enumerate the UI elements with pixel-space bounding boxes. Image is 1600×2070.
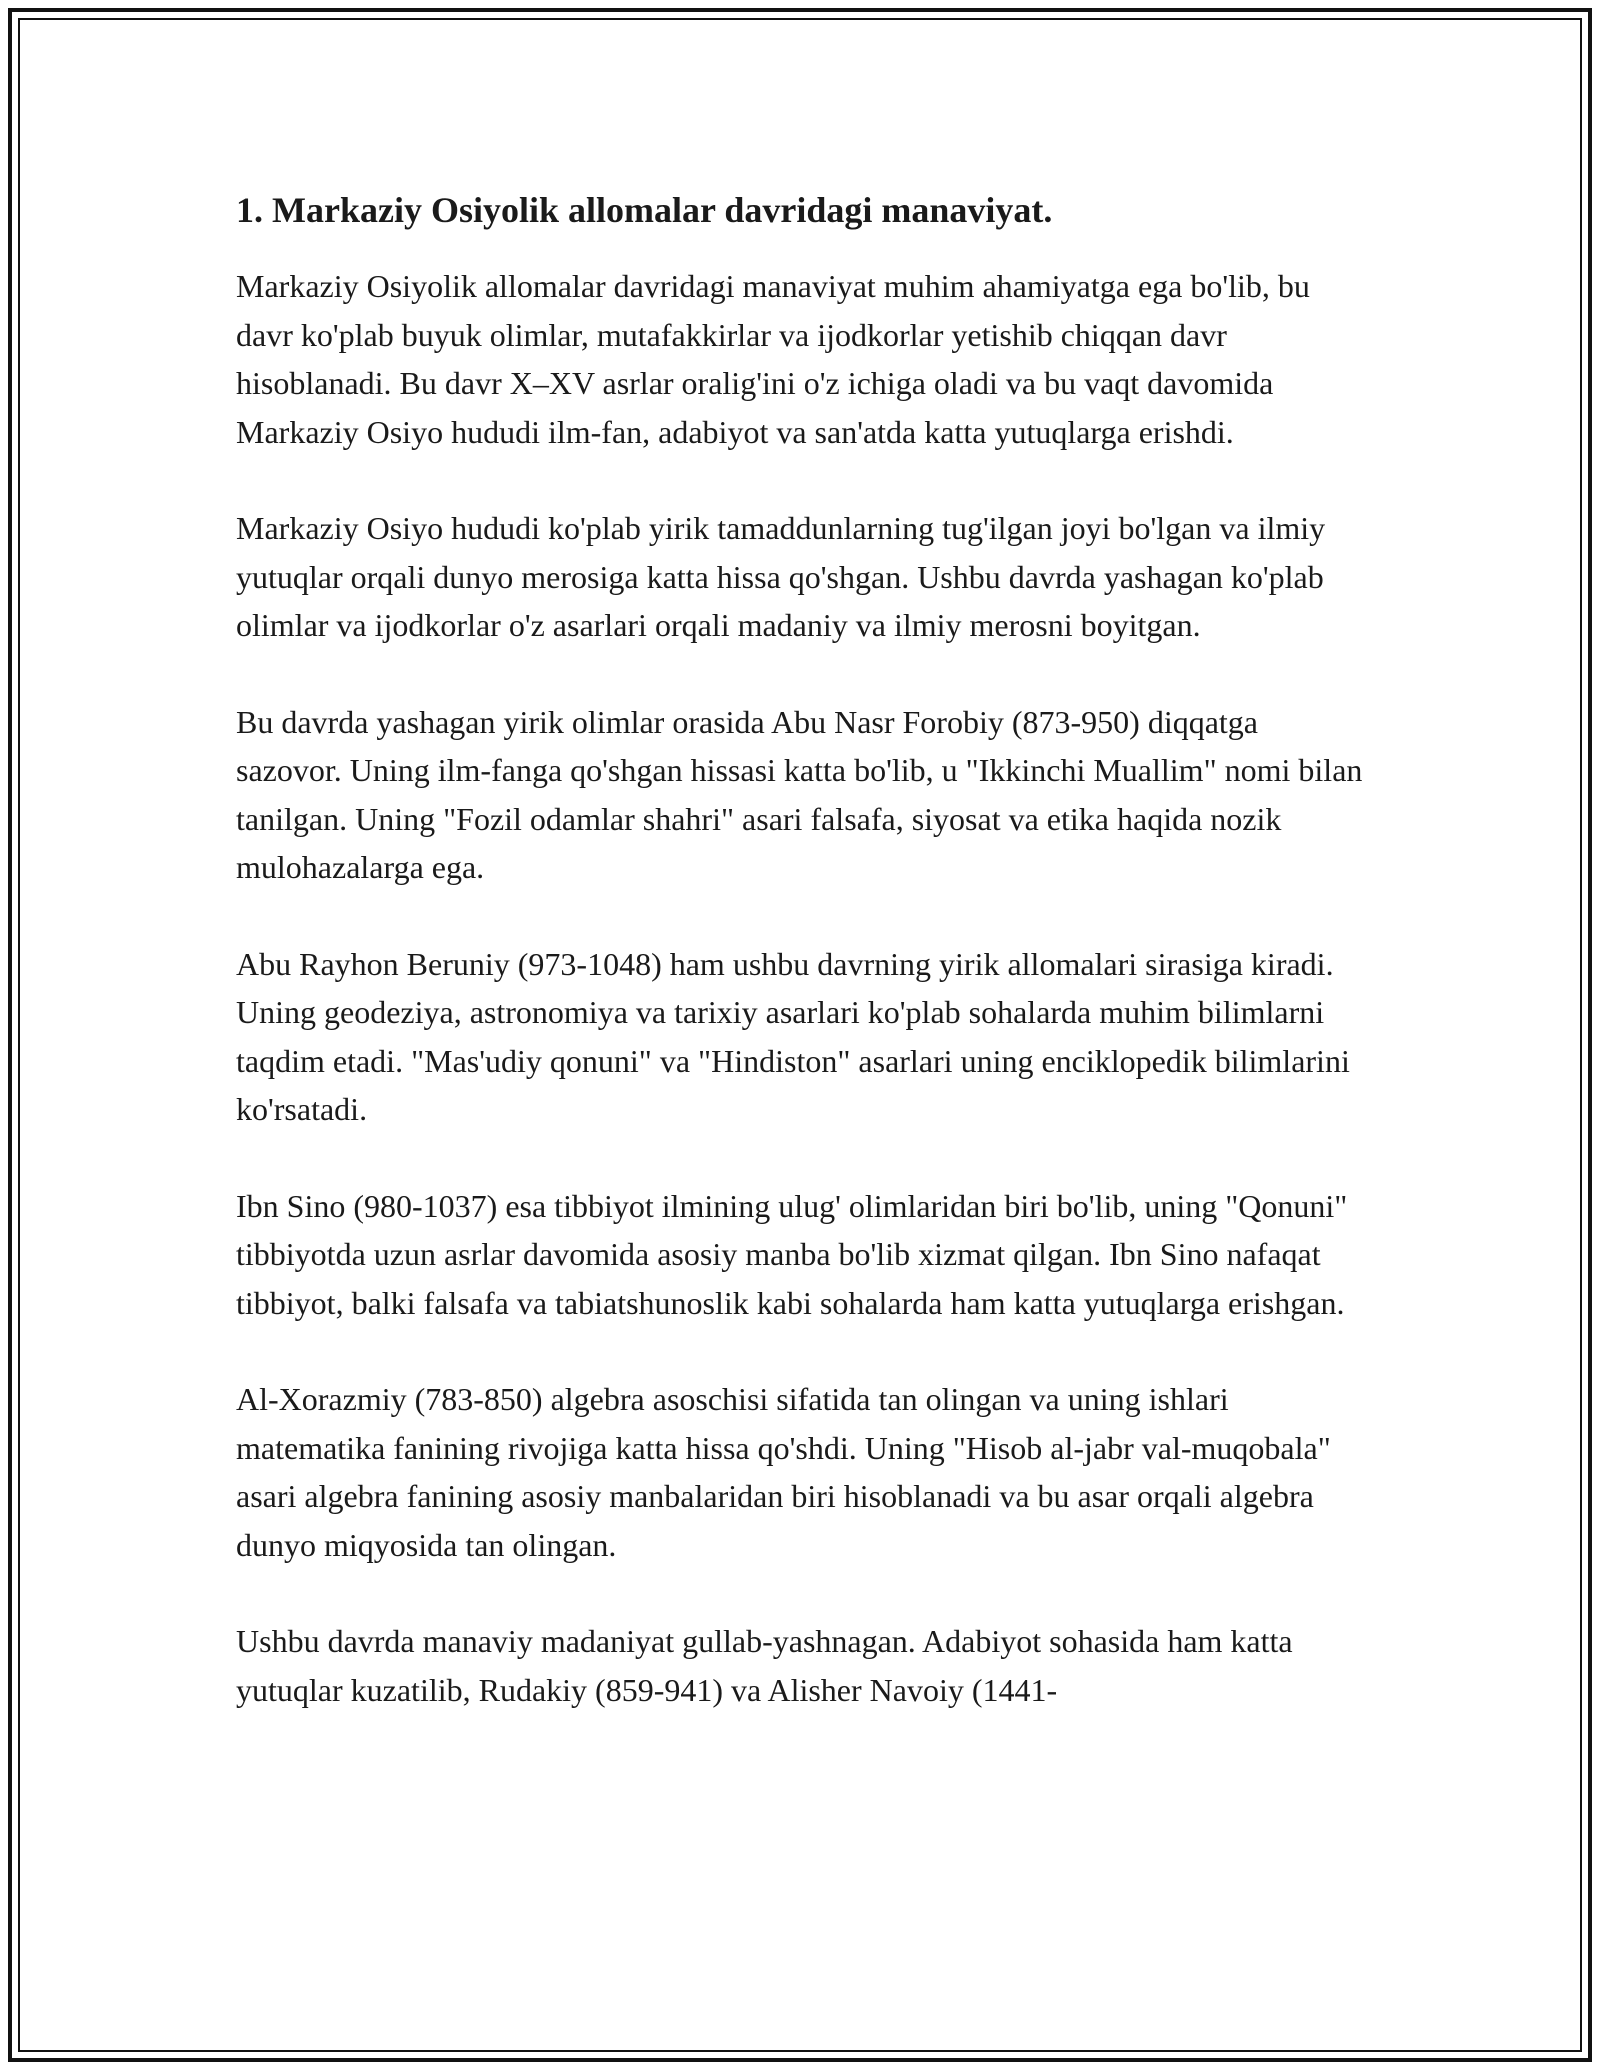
paragraph-khwarizmi: Al-Xorazmiy (783-850) algebra asoschisi sifatida tan olingan va uning ishlari matematika fanining rivojiga katta hissa qo'shdi. Uning "Hisob al-jabr val-muqobala" asari algebra fanining asosiy manbalaridan biri hisoblanadi va bu asar orqali algebra dunyo miqyosida tan olingan.	[236, 1381, 1331, 1563]
paragraph-region: Markaziy Osiyo hududi ko'plab yirik tamaddunlarning tug'ilgan joyi bo'lgan va ilmiy yutuqlar orqali dunyo merosiga katta hissa qo'shgan. Ushbu davrda yashagan ko'plab olimlar va ijodkorlar o'z asarlari orqali madaniy va ilmiy merosni boyitgan.	[236, 510, 1326, 643]
paragraph-farabi: Bu davrda yashagan yirik olimlar orasida Abu Nasr Forobiy (873-950) diqqatga sazovor. Uning ilm-fanga qo'shgan hissasi katta bo'lib, u "Ikkinchi Muallim" nomi bilan tanilgan. Uning "Fozil odamlar shahri" asari falsafa, siyosat va etika haqida nozik mulohazalarga ega.	[236, 703, 1363, 885]
section-heading: 1. Markaziy Osiyolik allomalar davridagi manaviyat.	[236, 190, 1053, 230]
paragraph-intro: Markaziy Osiyolik allomalar davridagi manaviyat muhim ahamiyatga ega bo'lib, bu davr ko'plab buyuk olimlar, mutafakkirlar va ijodkorlar yetishib chiqqan davr hisoblanadi. Bu davr X–XV asrlar oralig'ini o'z ichiga oladi va bu vaqt davomida Markaziy Osiyo hududi ilm-fan, adabiyot va san'atda katta yutuqlarga erishdi.	[236, 268, 1310, 450]
document-body	[236, 186, 1366, 1762]
paragraph-culture: Ushbu davrda manaviy madaniyat gullab-yashnagan. Adabiyot sohasida ham katta yutuqlar kuzatilib, Rudakiy (859-941) va Alisher Navoiy (1441-	[236, 1623, 1293, 1708]
paragraph-beruni: Abu Rayhon Beruniy (973-1048) ham ushbu davrning yirik allomalari sirasiga kiradi. Uning geodeziya, astronomiya va tarixiy asarlari ko'plab sohalarda muhim bilimlarni taqdim etadi. "Mas'udiy qonuni" va "Hindiston" asarlari uning enciklopedik bilimlarini ko'rsatadi.	[236, 945, 1350, 1127]
paragraph-ibn-sina: Ibn Sino (980-1037) esa tibbiyot ilmining ulug' olimlaridan biri bo'lib, uning "Qonuni" tibbiyotda uzun asrlar davomida asosiy manba bo'lib xizmat qilgan. Ibn Sino nafaqat tibbiyot, balki falsafa va tabiatshunoslik kabi sohalarda ham katta yutuqlarga erishgan.	[236, 1187, 1348, 1321]
